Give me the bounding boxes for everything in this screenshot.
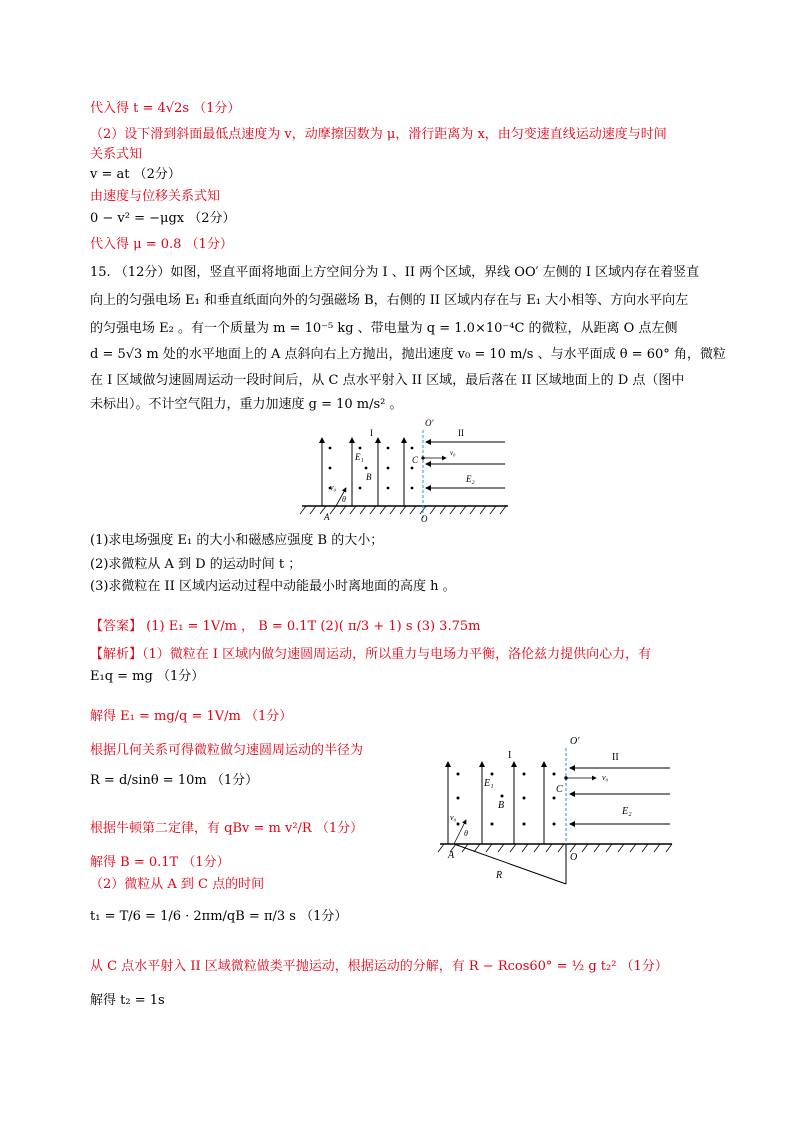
- analysis-line3: 解得 E₁ = mg/q = 1V/m （1分）: [90, 709, 293, 724]
- answer-line: [90, 618, 480, 636]
- subquestion-3: (3)求微粒在 II 区域内运动过程中动能最小时离地面的高度 h 。: [90, 579, 456, 594]
- fig1-label-II: II: [458, 428, 464, 438]
- figure-radius-diagram: [436, 734, 676, 896]
- fig2-label-R: R: [496, 870, 503, 881]
- fig1-label-v0: v₀: [450, 449, 456, 457]
- answer-label: 【答案】: [90, 619, 143, 634]
- fig1-label-A: A: [324, 512, 330, 522]
- analysis-line11: 解得 t₂ = 1s: [90, 993, 165, 1008]
- fig2-label-v: v₀: [450, 813, 457, 822]
- fig1-label-E1: E₁: [355, 452, 364, 462]
- fig1-label-O-prime: O′: [425, 418, 434, 428]
- figure-field-diagram: [300, 418, 510, 526]
- fig2-label-theta: θ: [464, 829, 468, 838]
- fig1-label-O: O: [421, 514, 428, 524]
- fig2-label-C: C: [556, 784, 563, 795]
- fig1-label-I: I: [370, 428, 373, 438]
- question-15-line6: 未标出）。不计空气阻力，重力加速度 g = 10 m/s² 。: [90, 397, 403, 412]
- line-v-at: v = at （2分）: [90, 167, 181, 182]
- fig2-label-O: O: [570, 852, 578, 863]
- fig2-label-v0: v₀: [602, 773, 609, 782]
- subquestion-1: (1)求电场强度 E₁ 的大小和磁感应强度 B 的大小；: [90, 533, 384, 548]
- fig1-label-theta: θ: [342, 495, 346, 504]
- line-equation: 0 − v² = −μgx （2分）: [90, 211, 236, 226]
- question-15-line1: 15. （12分）如图，竖直平面将地面上方空间分为 I 、II 两个区域，界线 OO′ 左侧的 I 区域内存在着竖直: [90, 265, 700, 280]
- analysis-line4: 根据几何关系可得微粒做匀速圆周运动的半径为: [90, 743, 364, 758]
- fig2-label-O-prime: O′: [570, 736, 580, 747]
- analysis-line5: R = d/sinθ = 10m （1分）: [90, 773, 259, 788]
- fig2-label-A: A: [448, 850, 455, 861]
- analysis-line7: 解得 B = 0.1T （1分）: [90, 855, 230, 870]
- line-substitute-mu: 代入得 μ = 0.8 （1分）: [90, 237, 233, 252]
- fig1-label-v: v₀: [330, 483, 337, 492]
- fig1-label-C: C: [412, 455, 419, 465]
- analysis-line2: E₁q = mg （1分）: [90, 669, 205, 684]
- fig2-label-B: B: [498, 800, 505, 811]
- line-part2-intro: （2）设下滑到斜面最低点速度为 v，动摩擦因数为 μ，滑行距离为 x，由匀变速直线运动速度与时间: [90, 127, 667, 142]
- line-part2-intro-cont: 关系式知: [90, 147, 143, 162]
- question-15-line4: d = 5√3 m 处的水平地面上的 A 点斜向右上方抛出，抛出速度 v₀ = 10 m/s 、与水平面成 θ = 60° 角，微粒: [90, 347, 726, 362]
- analysis-line9: t₁ = T/6 = 1/6 · 2πm/qB = π/3 s （1分）: [90, 909, 348, 924]
- analysis-line6: 根据牛顿第二定律，有 qBv = m v²/R （1分）: [90, 821, 364, 836]
- question-15-line5: 在 I 区域做匀速圆周运动一段时间后，从 C 点水平射入 II 区域，最后落在 II 区域地面上的 D 点（图中: [90, 373, 685, 388]
- fig1-label-B: B: [366, 472, 372, 482]
- answer-body: (1) E₁ = 1V/m ， B = 0.1T (2)( π/3 + 1) s (3) 3.75m: [146, 619, 481, 634]
- fig2-label-I: I: [508, 750, 512, 761]
- fig2-label-II: II: [612, 752, 619, 763]
- fig2-label-E2: E₂: [622, 806, 632, 817]
- question-15-line2: 向上的匀强电场 E₁ 和垂直纸面向外的匀强磁场 B，右侧的 II 区域内存在与 E₁ 大小相等、方向水平向左: [90, 293, 689, 308]
- line-velocity-displacement: 由速度与位移关系式知: [90, 189, 221, 204]
- subquestion-2: (2)求微粒从 A 到 D 的运动时间 t ；: [90, 557, 302, 572]
- fig1-label-E2: E₂: [466, 474, 475, 484]
- question-15-line3: 的匀强电场 E₂ 。有一个质量为 m = 10⁻⁵ kg 、带电量为 q = 1.0×10⁻⁴C 的微粒，从距离 O 点左侧: [90, 321, 678, 336]
- analysis-line10: 从 C 点水平射入 II 区域微粒做类平抛运动，根据运动的分解，有 R − Rcos60° = ½ g t₂² （1分）: [90, 959, 668, 974]
- analysis-line8: （2）微粒从 A 到 C 点的时间: [90, 877, 265, 892]
- fig2-label-E1: E₁: [484, 778, 494, 789]
- line-substitute-t: 代入得 t = 4√2s （1分）: [90, 101, 241, 116]
- analysis-line1: 【解析】（1）微粒在 I 区域内做匀速圆周运动，所以重力与电场力平衡，洛伦兹力提供向心力，有: [90, 647, 652, 662]
